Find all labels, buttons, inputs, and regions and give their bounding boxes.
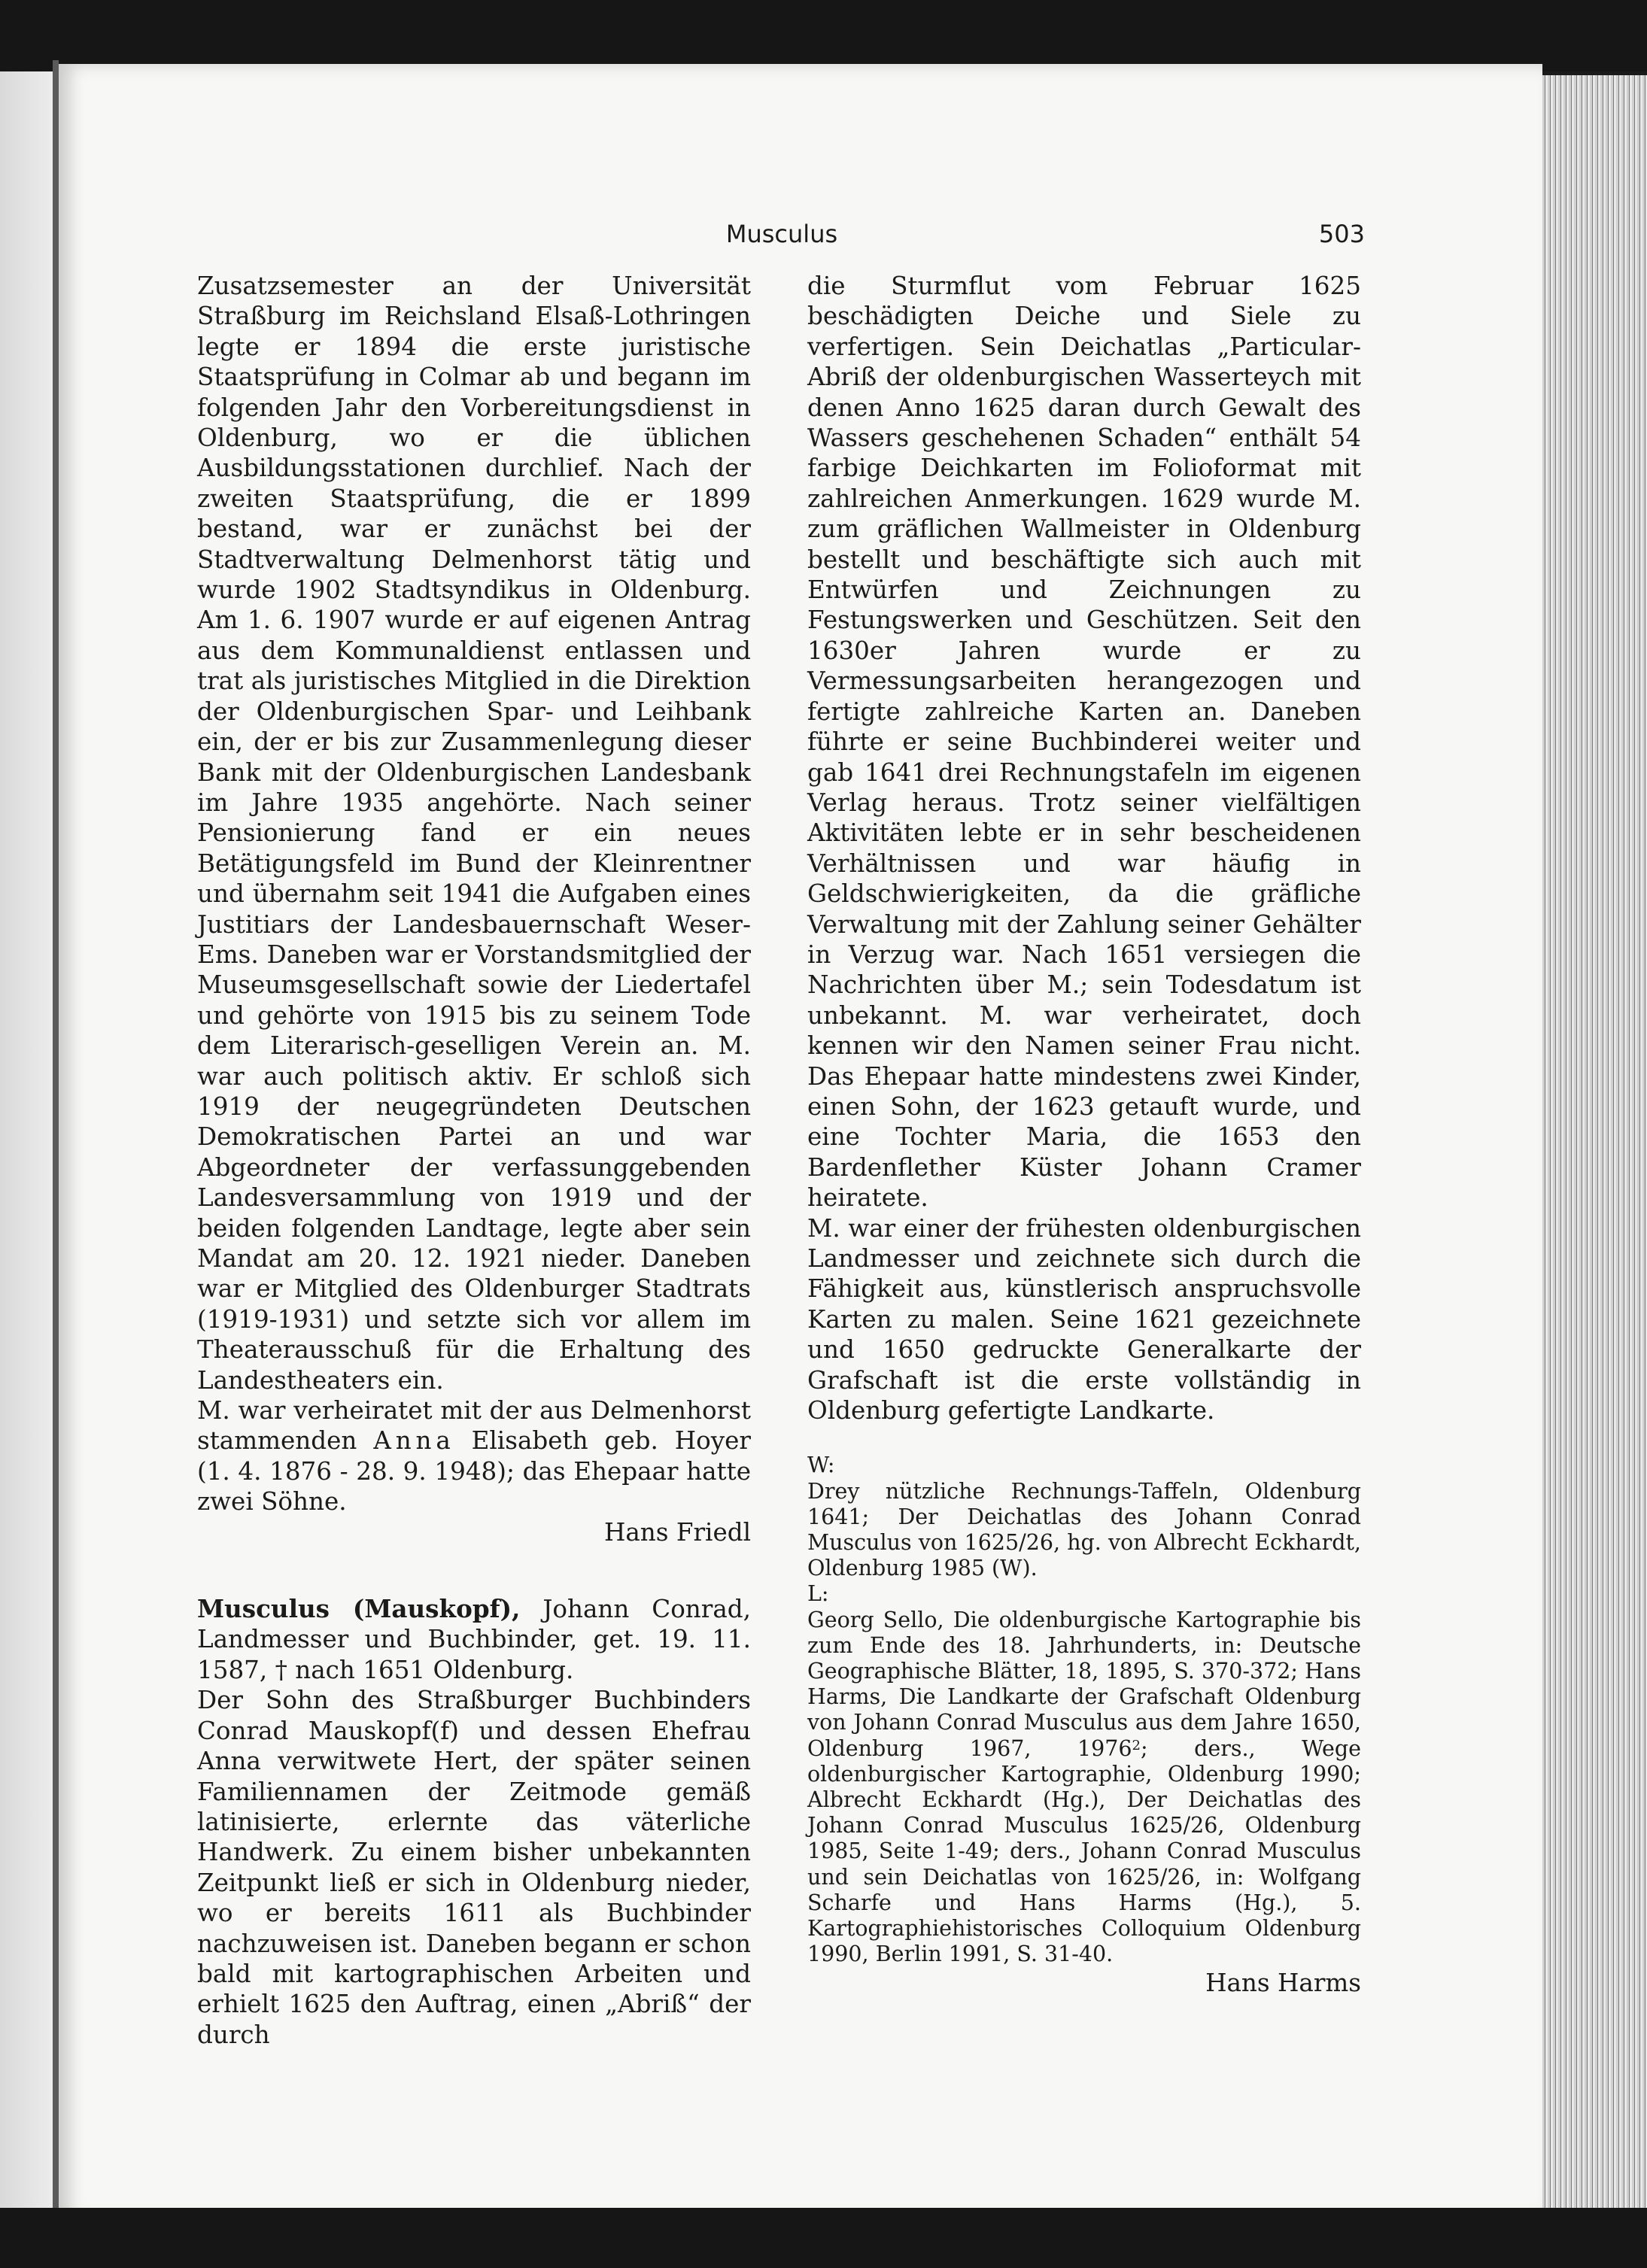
book-gutter	[53, 60, 59, 2219]
running-head-title: Musculus	[725, 220, 838, 248]
running-head	[199, 219, 1365, 249]
entry-gap	[197, 1547, 751, 1594]
friedl-marriage-name: Anna	[373, 1426, 455, 1456]
literature-text	[807, 1608, 1361, 1968]
works-label: W:	[807, 1453, 835, 1478]
literature-text-b: ; ders., Wege oldenburgischer Kartographie, Oldenburg 1990; Albrecht Eckhardt (Hg.), Der Deichatlas des Johann Conrad Musculus 1625/26, Oldenburg 1985, Seite 1-49; ders., Johann Conrad Musculus und sein Deichatlas von 1625/26, in: Wolfgang Scharfe und Hans Harms (Hg.), 5. Kartographiehistorisches Colloquium Oldenburg 1990, Berlin 1991, S. 31-40.	[807, 1735, 1361, 1967]
musculus-entry-header	[197, 1594, 751, 1685]
friedl-marriage-a: M. war verheiratet mit der aus Delmenhorst stammenden	[197, 1396, 751, 1456]
section-gap	[807, 1425, 1361, 1453]
musculus-entry-text-continued: die Sturmflut vom Februar 1625 beschädigten Deiche und Siele zu verfertigen. Sein Deichatlas „Particular-Abriß der oldenburgischen Wasserteych mit denen Anno 1625 daran durch Gewalt des Wassers geschehenen Schaden“ enthält 54 farbige Deichkarten im Folioformat mit zahlreichen Anmerkungen. 1629 wurde M. zum gräflichen Wallmeister in Oldenburg bestellt und beschäftigte sich auch mit Entwürfen und Zeichnungen zu Festungswerken und Geschützen. Seit den 1630er Jahren wurde er zu Vermessungsarbeiten herangezogen und fertigte zahlreiche Karten an. Daneben führte er seine Buchbinderei weiter und gab 1641 drei Rechnungstafeln im eigenen Verlag heraus. Trotz seiner vielfältigen Aktivitäten lebte er in sehr bescheidenen Verhältnissen und war häufig in Geldschwierigkeiten, da die gräfliche Verwaltung mit der Zahlung seiner Gehälter in Verzug war. Nach 1651 versiegen die Nachrichten über M.; sein Todesdatum ist unbekannt. M. war verheiratet, doch kennen wir den Namen seiner Frau nicht. Das Ehepaar hatte mindestens zwei Kinder, einen Sohn, der 1623 getauft wurde, und eine Tochter Maria, die 1653 den Bardenflether Küster Johann Cramer heiratete.	[807, 272, 1361, 1213]
friedl-marriage-text	[197, 1395, 751, 1517]
page-number: 503	[1318, 220, 1365, 248]
literature-text-a: Georg Sello, Die oldenburgische Kartographie bis zum Ende des 18. Jahrhunderts, in: Deutsche Geographische Blätter, 18, 1895, S. 370-372; Hans Harms, Die Landkarte der Grafschaft Oldenburg von Johann Conrad Musculus aus dem Jahre 1650, Oldenburg 1967, 1976	[807, 1607, 1361, 1761]
literature-superscript: 2	[1132, 1737, 1141, 1753]
musculus-heading: Musculus (Mauskopf),	[197, 1594, 521, 1624]
friedl-author-signature: Hans Friedl	[603, 1517, 751, 1547]
left-column	[197, 271, 751, 2050]
references-block	[807, 1453, 1361, 1967]
scan-bottom-border	[0, 2208, 1647, 2268]
musculus-entry-text: Der Sohn des Straßburger Buchbinders Conrad Mauskopf(f) und dessen Ehefrau Anna verwitwete Hert, der später seinen Familiennamen der Zeitmode gemäß latinisierte, erlernte das väterliche Handwerk. Zu einem bisher unbekannten Zeitpunkt ließ er sich in Oldenburg nieder, wo er bereits 1611 als Buchbinder nachzuweisen ist. Daneben begann er schon bald mit kartographischen Arbeiten und erhielt 1625 den Auftrag, einen „Abriß“ der durch	[197, 1686, 751, 2049]
literature-label: L:	[807, 1581, 829, 1607]
previous-page-edge	[0, 71, 53, 2215]
friedl-marriage-b: Elisabeth geb. Hoyer (1. 4. 1876 - 28. 9. 1948); das Ehepaar hatte zwei Söhne.	[197, 1426, 752, 1517]
harms-author-signature: Hans Harms	[1205, 1968, 1361, 1997]
friedl-entry-text: Zusatzsemester an der Universität Straßburg im Reichsland Elsaß-Lothringen legte er 1894 die erste juristische Staatsprüfung in Colmar ab und begann im folgenden Jahr den Vorbereitungsdienst in Oldenburg, wo er die üblichen Ausbildungsstationen durchlief. Nach der zweiten Staatsprüfung, die er 1899 bestand, war er zunächst bei der Stadtverwaltung Delmenhorst tätig und wurde 1902 Stadtsyndikus in Oldenburg. Am 1. 6. 1907 wurde er auf eigenen Antrag aus dem Kommunaldienst entlassen und trat als juristisches Mitglied in die Direktion der Oldenburgischen Spar- und Leihbank ein, der er bis zur Zusammenlegung dieser Bank mit der Oldenburgischen Landesbank im Jahre 1935 angehörte. Nach seiner Pensionierung fand er ein neues Betätigungsfeld im Bund der Kleinrentner und übernahm seit 1941 die Aufgaben eines Justitiars der Landesbauernschaft Weser-Ems. Daneben war er Vorstandsmitglied der Museumsgesellschaft sowie der Liedertafel und gehörte von 1915 bis zu seinem Tode dem Literarisch-geselligen Verein an. M. war auch politisch aktiv. Er schloß sich 1919 der neugegründeten Deutschen Demokratischen Partei an und war Abgeordneter der verfassunggebenden Landesversammlung von 1919 und der beiden folgenden Landtage, legte aber sein Mandat am 20. 12. 1921 nieder. Daneben war er Mitglied des Oldenburger Stadtrats (1919-1931) und setzte sich vor allem im Theaterausschuß für die Erhaltung des Landestheaters ein.	[197, 272, 751, 1395]
scan-top-border	[0, 0, 1647, 71]
works-text: Drey nützliche Rechnungs-Taffeln, Oldenburg 1641; Der Deichatlas des Johann Conrad Musculus von 1625/26, hg. von Albrecht Eckhardt, Oldenburg 1985 (W).	[807, 1478, 1361, 1581]
musculus-intro: Johann Conrad, Landmesser und Buchbinder, get. 19. 11. 1587, † nach 1651 Oldenburg.	[197, 1595, 751, 1684]
page-stack-edges	[1542, 75, 1647, 2215]
right-column	[807, 271, 1361, 1998]
musculus-entry-text-2: M. war einer der frühesten oldenburgischen Landmesser und zeichnete sich durch die Fähigkeit aus, künstlerisch anspruchsvolle Karten zu malen. Seine 1621 gezeichnete und 1650 gedruckte Generalkarte der Grafschaft ist die erste vollständig in Oldenburg gefertigte Landkarte.	[807, 1213, 1361, 1425]
